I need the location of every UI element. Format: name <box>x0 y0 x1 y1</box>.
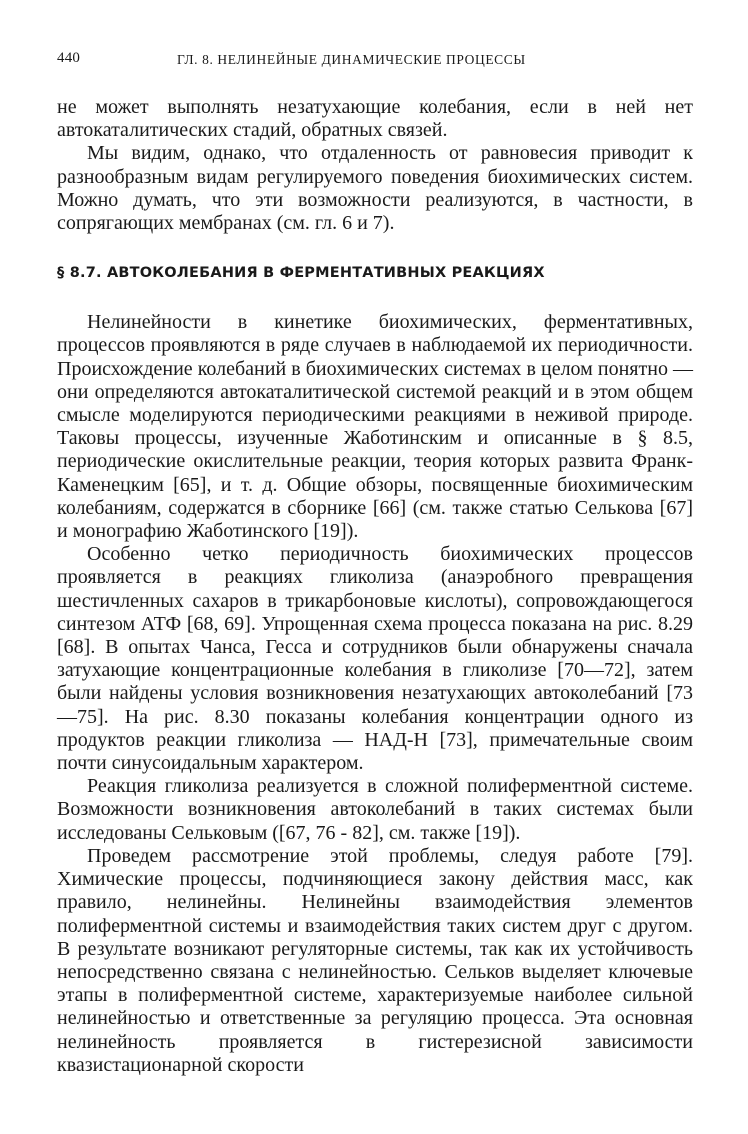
body-text <box>57 96 693 1077</box>
paragraph: не может выполнять незатухающие колебания, если в ней нет автокаталитических стадий, обратных связей. <box>57 96 693 142</box>
paragraph: Проведем рассмотрение этой проблемы, следуя работе [79]. Химические процессы, подчиняющиеся закону действия масс, как правило, нелинейны. Нелинейны взаимодействия элементов полиферментной системы и взаимодействия таких систем друг с другом. В результате возникают регуляторные системы, так как их устойчивость непосредственно связана с нелинейностью. Сельков выделяет ключевые этапы в полиферментной системе, характеризуемые наиболее сильной нелинейностью и ответственные за регуляцию процесса. Эта основная нелинейность проявляется в гистерезисной зависимости квазистационарной скорости <box>57 844 693 1076</box>
page-number: 440 <box>57 50 81 66</box>
section-heading: § 8.7. АВТОКОЛЕБАНИЯ В ФЕРМЕНТАТИВНЫХ РЕАКЦИЯХ <box>57 265 545 282</box>
paragraph: Особенно четко периодичность биохимических процессов проявляется в реакциях гликолиза (анаэробного превращения шестичленных сахаров в трикарбоновые кислоты), сопровождающегося синтезом АТФ [68, 69]. Упрощенная схема процесса показана на рис. 8.29 [68]. В опытах Чанса, Гесса и сотрудников были обнаружены сначала затухающие концентрационные колебания в гликолизе [70—72], затем были найдены условия возникновения незатухающих автоколебаний [73—75]. На рис. 8.30 показаны колебания концентрации одного из продуктов реакции гликолиза — НАД-Н [73], примечательные своим почти синусоидальным характером. <box>57 543 693 775</box>
paragraph: Нелинейности в кинетике биохимических, ферментативных, процессов проявляются в ряде случаев в наблюдаемой их периодичности. Происхождение колебаний в биохимических системах в целом понятно — они определяются автокаталитической системой реакций и в этом общем смысле моделируются периодическими реакциями в неживой природе. Таковы процессы, изученные Жаботинским и описанные в § 8.5, периодические окислительные реакции, теория которых развита Франк-Каменецким [65], и т. д. Общие обзоры, посвященные биохимическим колебаниям, содержатся в сборнике [66] (см. также статью Селькова [67] и монографию Жаботинского [19]). <box>57 311 693 543</box>
paragraph: Мы видим, однако, что отдаленность от равновесия приводит к разнообразным видам регулируемого поведения биохимических систем. Можно думать, что эти возможности реализуются, в частности, в сопрягающих мембранах (см. гл. 6 и 7). <box>57 142 693 235</box>
running-head <box>57 50 693 74</box>
chapter-title: ГЛ. 8. НЕЛИНЕЙНЫЕ ДИНАМИЧЕСКИЕ ПРОЦЕССЫ <box>177 52 526 67</box>
paragraph: Реакция гликолиза реализуется в сложной полиферментной системе. Возможности возникновения автоколебаний в таких системах были исследованы Сельковым ([67, 76 - 82], см. также [19]). <box>57 775 693 844</box>
